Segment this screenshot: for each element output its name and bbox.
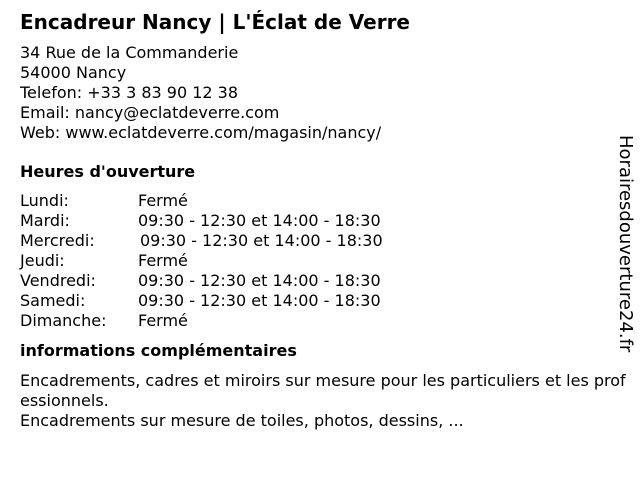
day-label: Lundi: — [20, 191, 69, 210]
hours-heading: Heures d'ouverture — [20, 162, 196, 181]
postal-city: 54000 Nancy — [20, 63, 127, 82]
info-heading: informations complémentaires — [20, 341, 297, 360]
site-watermark — [613, 135, 637, 371]
day-label: Dimanche: — [20, 311, 107, 330]
day-label: Mardi: — [20, 211, 70, 230]
hours-table — [20, 191, 632, 331]
hours-value: 09:30 - 12:30 et 14:00 - 18:30 — [138, 291, 381, 310]
hours-row-jeudi — [20, 251, 632, 271]
hours-value: 09:30 - 12:30 et 14:00 - 18:30 — [138, 271, 381, 290]
hours-value: Fermé — [138, 311, 188, 330]
day-label: Vendredi: — [20, 271, 96, 290]
info-description: Encadrements, cadres et miroirs sur mesure pour les particuliers et les professionnels. — [20, 371, 626, 410]
hours-value: 09:30 - 12:30 et 14:00 - 18:30 — [138, 211, 381, 230]
email-line: Email: nancy@eclatdeverre.com — [20, 103, 280, 122]
day-label: Mercredi: — [20, 231, 95, 250]
hours-row-mardi — [20, 211, 632, 231]
hours-value: 09:30 - 12:30 et 14:00 - 18:30 — [140, 231, 383, 250]
day-label: Samedi: — [20, 291, 86, 310]
store-info-panel — [20, 9, 632, 431]
info-services: Encadrements sur mesure de toiles, photos, dessins, ... — [20, 411, 464, 430]
hours-value: Fermé — [138, 191, 188, 210]
hours-row-mercredi — [20, 231, 632, 251]
street-address: 34 Rue de la Commanderie — [20, 43, 239, 62]
web-line: Web: www.eclatdeverre.com/magasin/nancy/ — [20, 123, 382, 142]
hours-row-dimanche — [20, 311, 632, 331]
phone-line: Telefon: +33 3 83 90 12 38 — [20, 83, 239, 102]
hours-row-vendredi — [20, 271, 632, 291]
day-label: Jeudi: — [20, 251, 65, 270]
page-title: Encadreur Nancy | L'Éclat de Verre — [20, 10, 410, 34]
watermark-text: Horairesdouverture24.fr — [615, 135, 636, 353]
hours-row-samedi — [20, 291, 632, 311]
hours-value: Fermé — [138, 251, 188, 270]
address-block — [20, 43, 632, 143]
hours-row-lundi — [20, 191, 632, 211]
